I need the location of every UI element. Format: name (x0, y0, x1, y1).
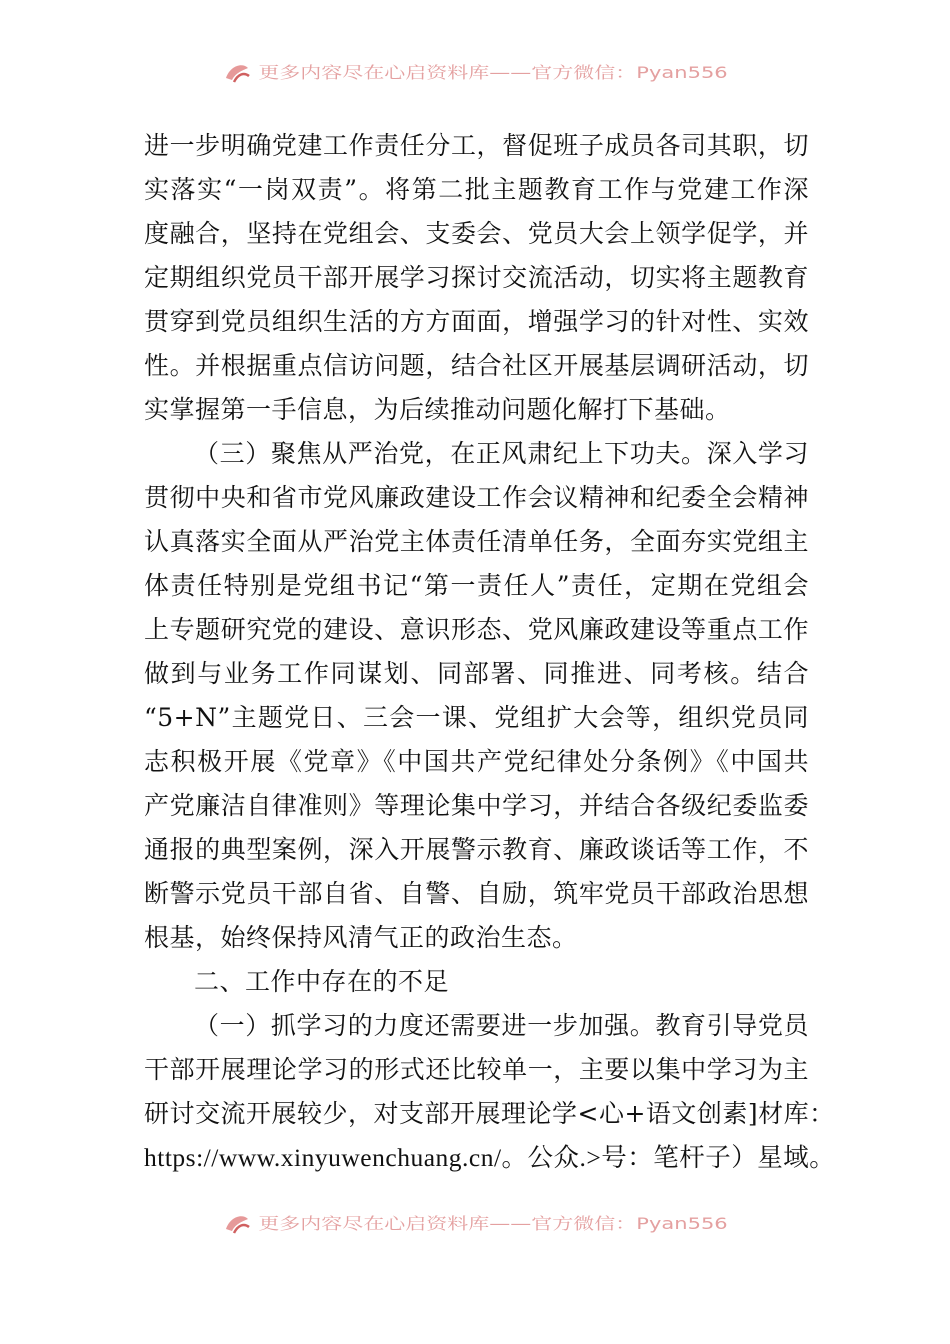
text-line: 实落实“一岗双责”。将第二批主题教育工作与党建工作深 (144, 175, 809, 204)
sketch-logo-icon (222, 1209, 252, 1237)
heading-text: 二、工作中存在的不足 (194, 967, 450, 996)
text-line: 产党廉洁自律准则》等理论集中学习，并结合各级纪委监委 (144, 791, 809, 820)
watermark-header (0, 52, 950, 92)
paragraph (144, 432, 809, 960)
text-line: 干部开展理论学习的形式还比较单一，主要以集中学习为主 (144, 1055, 809, 1084)
text-line: （一）抓学习的力度还需要进一步加强。教育引导党员 (194, 1011, 809, 1040)
text-line: 断警示党员干部自省、自警、自励，筑牢党员干部政治思想 (144, 879, 809, 908)
paragraph (144, 1004, 836, 1180)
text-line: 通报的典型案例，深入开展警示教育、廉政谈话等工作，不 (144, 835, 809, 864)
text-line: 根基，始终保持风清气正的政治生态。 (144, 923, 578, 952)
text-line: 实掌握第一手信息，为后续推动问题化解打下基础。 (144, 395, 731, 424)
watermark-text: 更多内容尽在心启资料库——官方微信：Pyan556 (258, 63, 728, 82)
text-line: 认真落实全面从严治党主体责任清单任务，全面夯实党组主 (144, 527, 809, 556)
watermark-footer (0, 1203, 950, 1243)
text-line: （三）聚焦从严治党，在正风肃纪上下功夫。深入学习 (194, 439, 809, 468)
text-line: 性。并根据重点信访问题，结合社区开展基层调研活动，切 (144, 351, 809, 380)
text-line: 体责任特别是党组书记“第一责任人”责任，定期在党组会 (144, 571, 809, 600)
text-line: 进一步明确党建工作责任分工，督促班子成员各司其职，切 (144, 131, 809, 160)
paragraph (144, 124, 809, 432)
watermark-text: 更多内容尽在心启资料库——官方微信：Pyan556 (258, 1214, 728, 1233)
text-line: “5+N”主题党日、三会一课、党组扩大会等，组织党员同 (144, 703, 809, 732)
text-line: 做到与业务工作同谋划、同部署、同推进、同考核。结合 (144, 659, 809, 688)
sketch-logo-icon (222, 58, 252, 86)
text-line: 上专题研究党的建设、意识形态、党风廉政建设等重点工作 (144, 615, 809, 644)
text-line: 贯彻中央和省市党风廉政建设工作会议精神和纪委全会精神 (144, 483, 809, 512)
document-body (144, 124, 836, 1180)
section-heading (144, 960, 809, 1004)
text-line: 研讨交流开展较少，对支部开展理论学<心+语文创素]材库： (144, 1099, 835, 1128)
text-line: 定期组织党员干部开展学习探讨交流活动，切实将主题教育 (144, 263, 809, 292)
text-line: 志积极开展《党章》《中国共产党纪律处分条例》《中国共 (144, 747, 809, 776)
text-line: 度融合，坚持在党组会、支委会、党员大会上领学促学，并 (144, 219, 809, 248)
text-line: 贯穿到党员组织生活的方方面面，增强学习的针对性、实效 (144, 307, 809, 336)
text-line: https://www.xinyuwenchuang.cn/。公众.>号：笔杆子）星域。 (144, 1143, 836, 1172)
